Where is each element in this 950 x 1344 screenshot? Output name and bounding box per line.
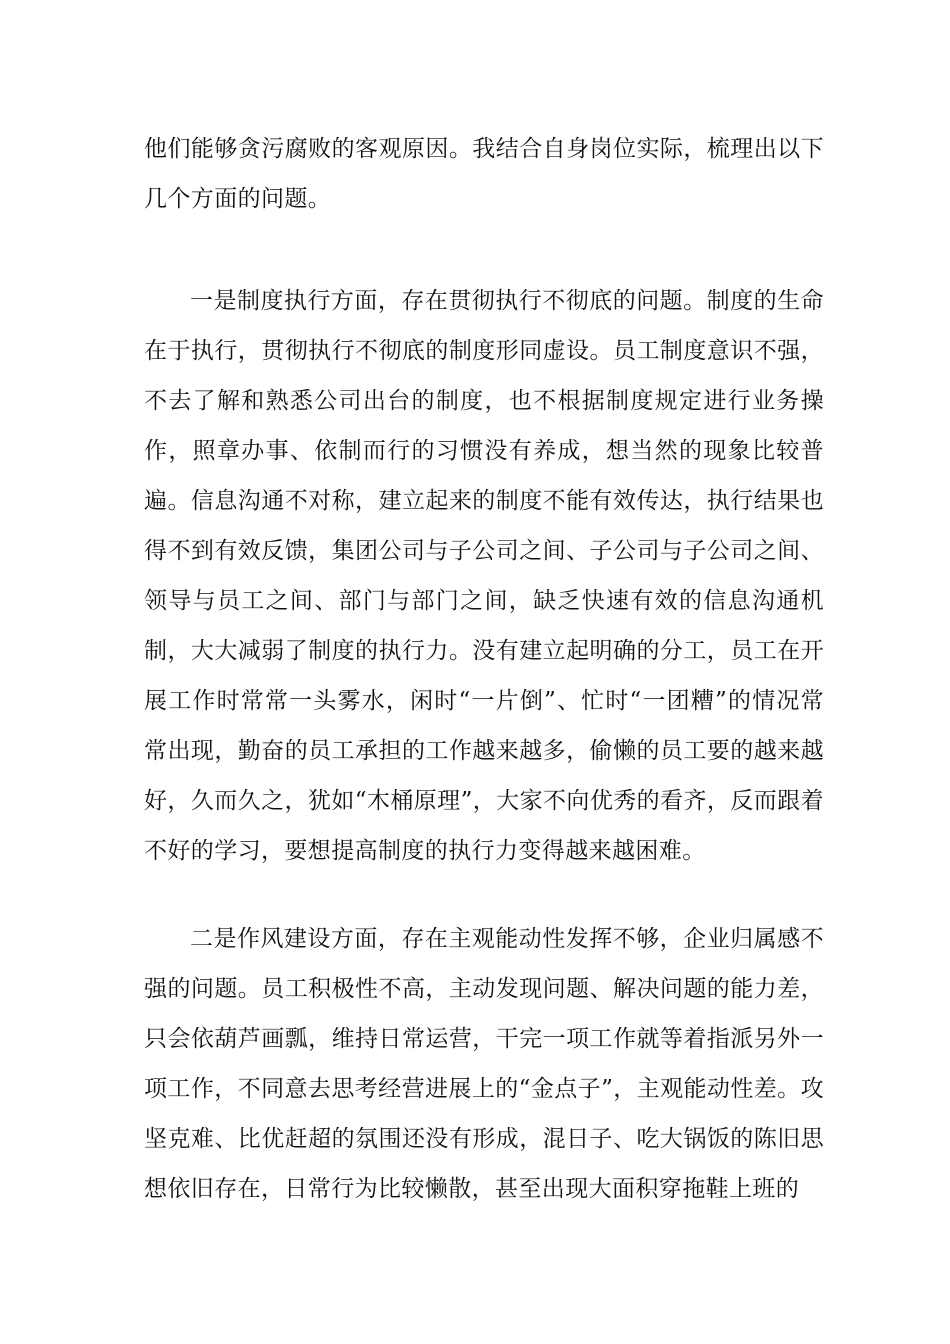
paragraph-institution-execution: 一是制度执行方面，存在贯彻执行不彻底的问题。制度的生命在于执行，贯彻执行不彻底的制度形同虚设。员工制度意识不强，不去了解和熟悉公司出台的制度，也不根据制度规定进行业务操作，照章办事、依制而行的习惯没有养成，想当然的现象比较普遍。信息沟通不对称，建立起来的制度不能有效传达，执行结果也得不到有效反馈，集团公司与子公司之间、子公司与子公司之间、领导与员工之间、部门与部门之间，缺乏快速有效的信息沟通机制，大大减弱了制度的执行力。没有建立起明确的分工，员工在开展工作时常常一头雾水，闲时“一片倒”、忙时“一团糟”的情况常常出现，勤奋的员工承担的工作越来越多，偷懒的员工要的越来越好，久而久之，犹如“木桶原理”，大家不向优秀的看齐，反而跟着不好的学习，要想提高制度的执行力变得越来越困难。 xyxy=(144,288,824,864)
paragraph-work-style: 二是作风建设方面，存在主观能动性发挥不够，企业归属感不强的问题。员工积极性不高，主动发现问题、解决问题的能力差，只会依葫芦画瓢，维持日常运营，干完一项工作就等着指派另外一项工作，不同意去思考经营进展上的“金点子”，主观能动性差。攻坚克难、比优赶超的氛围还没有形成，混日子、吃大锅饭的陈旧思想依旧存在，日常行为比较懒散，甚至出现大面积穿拖鞋上班的 xyxy=(144,926,824,1202)
paragraph-continuation: 他们能够贪污腐败的客观原因。我结合自身岗位实际，梳理出以下几个方面的问题。 xyxy=(144,136,824,212)
